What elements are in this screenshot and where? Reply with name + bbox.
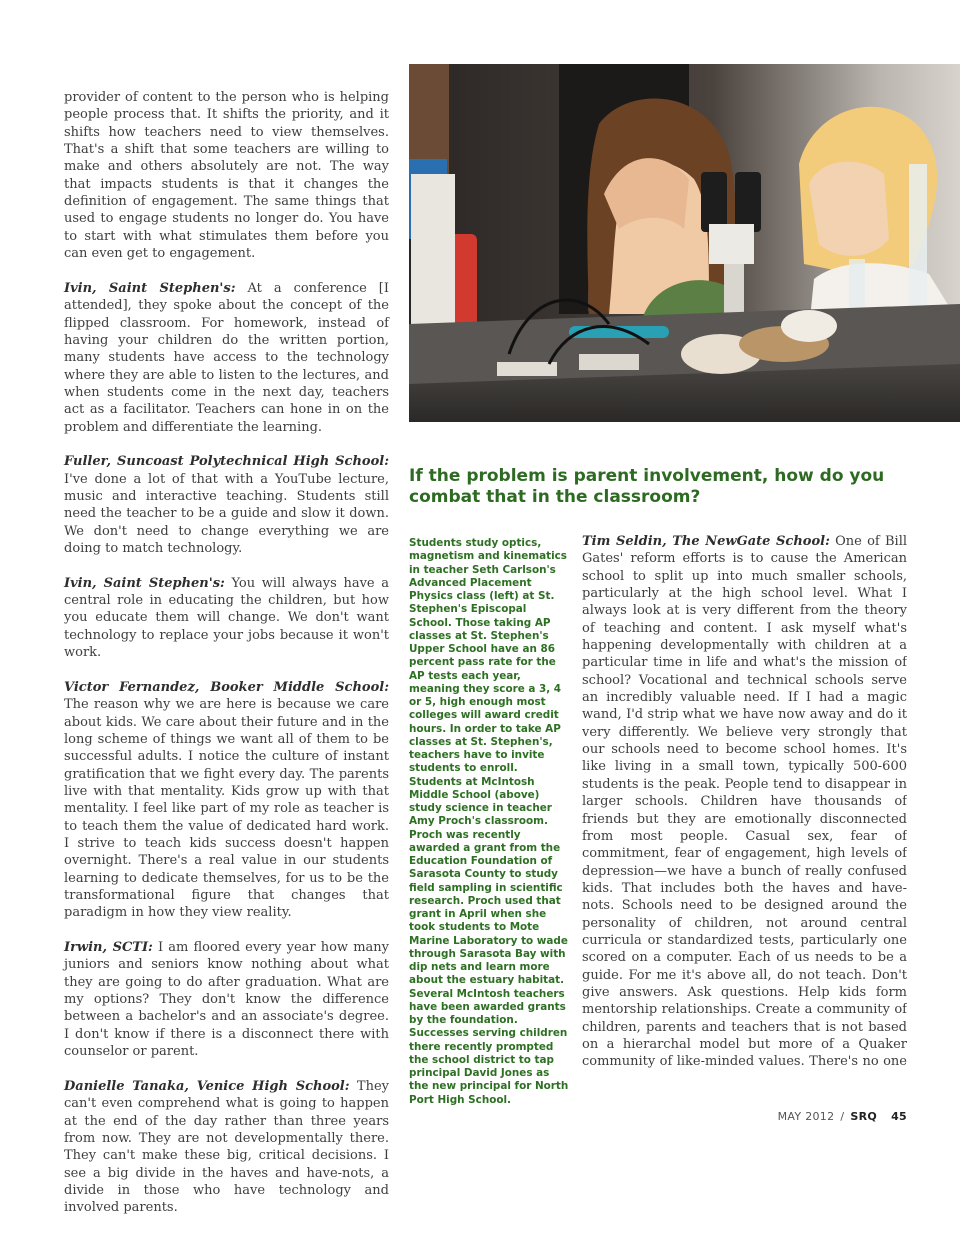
photo-illustration: [409, 64, 960, 422]
speaker-name: Fuller, Suncoast Polytechnical High School:: [64, 454, 389, 470]
paragraph-ivin-2: [64, 575, 389, 662]
speaker-name: Tim Seldin, The NewGate School:: [582, 534, 830, 549]
paragraph-tanaka: [64, 1078, 389, 1217]
students-microscope-photo: [409, 64, 960, 422]
paragraph-fuller: [64, 453, 389, 557]
page-number: 45: [891, 1110, 907, 1123]
paragraph-text: You will always have a central role in educating the children, but how you educate them will change. We don't want technology to replace your jobs because it won't work.: [64, 575, 389, 661]
paragraph-text: They can't even comprehend what is going to happen at the end of the day rather than three years from now. They are not developmentally there. They can't make these big, critical decisions. I see a big divide in the haves and have-nots, a divide in those who have technology and involved parents.: [64, 1078, 389, 1216]
paragraph-text: provider of content to the person who is helping people process that. It shifts the priority, and it shifts how teachers need to view themselves. That's a shift that some teachers are willing to make and others absolutely are not. The way that impacts students is that it changes the definition of engagement. The same things that used to engage students no longer do. You have to start with what stimulates them before you can even get to engagement.: [64, 90, 389, 262]
paragraph-intro: [64, 89, 389, 262]
paragraph-text: One of Bill Gates' reform efforts is to cause the American school to split up into much smaller schools, particularly at the high school level. What I always look at is very different from the theory of teaching and content. I ask myself what's happening developmentally with children at a particular time in life and what's the mission of school? Vocational and technical schools serve an incredibly valuable need. If I had a magic wand, I'd strip what we have now away and do it very differently. We believe very strongly that our schools need to become school homes. It's like living in a small town, typically 500-600 students is the peak. People tend to disappear in larger schools. Children have thousands of friends but they are emotionally disconnected from most people. Casual sex, fear of commitment, fear of engagement, high levels of depression—we have a bunch of really confused kids. That includes both the haves and have-nots. Schools need to be designed around the personality of children, not around central curricula or standardized tests, particularly one scored on a computer. Each of us needs to be a guide. For me it's above all, do not teach. Don't give answers. Ask questions. Help kids form mentorship relationships. Create a community of children, parents and teachers that is not based on a hierarchal model but more of a Quaker community of like-minded values. There's no one: [582, 534, 907, 1069]
paragraph-text: I am floored every year how many juniors and seniors know nothing about what they are going to do after graduation. What are my options? They don't know the difference between a bachelor's and an associate's degree. I don't know if there is a disconnect there with counselor or parent.: [64, 940, 389, 1060]
right-article-column: [582, 533, 907, 1069]
paragraph-text: The reason why we are here is because we care about kids. We care about their future and in the long scheme of things we want all of them to be successful adults. I notice the culture of instant gratification that we fight every day. The parents live with that mentality. Kids grow up with that mentality. I feel like part of my role as teacher is to teach them the value of dedicated hard work. I strive to teach kids success doesn't happen overnight. There's a real value in our students learning to dedicate themselves, for us to be the transformational figure that changes that paradigm in how they view reality.: [64, 697, 389, 921]
section-headline: If the problem is parent involvement, how do you combat that in the classroom?: [409, 466, 885, 507]
magazine-brand: SRQ: [850, 1110, 878, 1123]
speaker-name: Danielle Tanaka, Venice High School:: [64, 1078, 350, 1094]
footer-separator: /: [840, 1110, 845, 1123]
left-article-column: [64, 89, 389, 1234]
paragraph-text: At a conference [I attended], they spoke about the concept of the flipped classroom. For homework, instead of having your children do the written portion, many students have access to the technology where they are able to listen to the lectures, and when students come in the next day, teachers act as a facilitator. Teachers can hone in on the problem and differentiate the learning.: [64, 280, 389, 435]
speaker-name: Irwin, SCTI:: [64, 940, 153, 956]
page-footer: [778, 1110, 907, 1123]
speaker-name: Victor Fernandez, Booker Middle School:: [64, 679, 389, 695]
issue-date: MAY 2012: [777, 1110, 835, 1123]
paragraph-irwin: [64, 939, 389, 1060]
paragraph-text: I've done a lot of that with a YouTube lecture, music and interactive teaching. Students still need the teacher to be a guide and slow it down. We don't need to change everything we are doing to match technology.: [64, 471, 389, 557]
paragraph-fernandez: [64, 679, 389, 922]
photo-caption: Students study optics, magnetism and kinematics in teacher Seth Carlson's Advanced Placement Physics class (left) at St. Stephen's Episcopal School. Those taking AP classes at St. Stephen's Upper School have an 86 percent pass rate for the AP tests each year, meaning they score a 3, 4 or 5, high enough most colleges will award credit hours. In order to take AP classes at St. Stephen's, teachers have to invite students to enroll. Students at McIntosh Middle School (above) study science in teacher Amy Proch's classroom. Proch was recently awarded a grant from the Education Foundation of Sarasota County to study field sampling in scientific research. Proch used that grant in April when she took students to Mote Marine Laboratory to wade through Sarasota Bay with dip nets and learn more about the estuary habitat. Several McIntosh teachers have been awarded grants by the foundation. Successes serving children there recently prompted the school district to tap principal David Jones as the new principal for North Port High School.: [409, 537, 569, 1106]
speaker-name: Ivin, Saint Stephen's:: [64, 280, 236, 296]
paragraph-ivin-1: [64, 280, 389, 436]
speaker-name: Ivin, Saint Stephen's:: [64, 575, 225, 591]
